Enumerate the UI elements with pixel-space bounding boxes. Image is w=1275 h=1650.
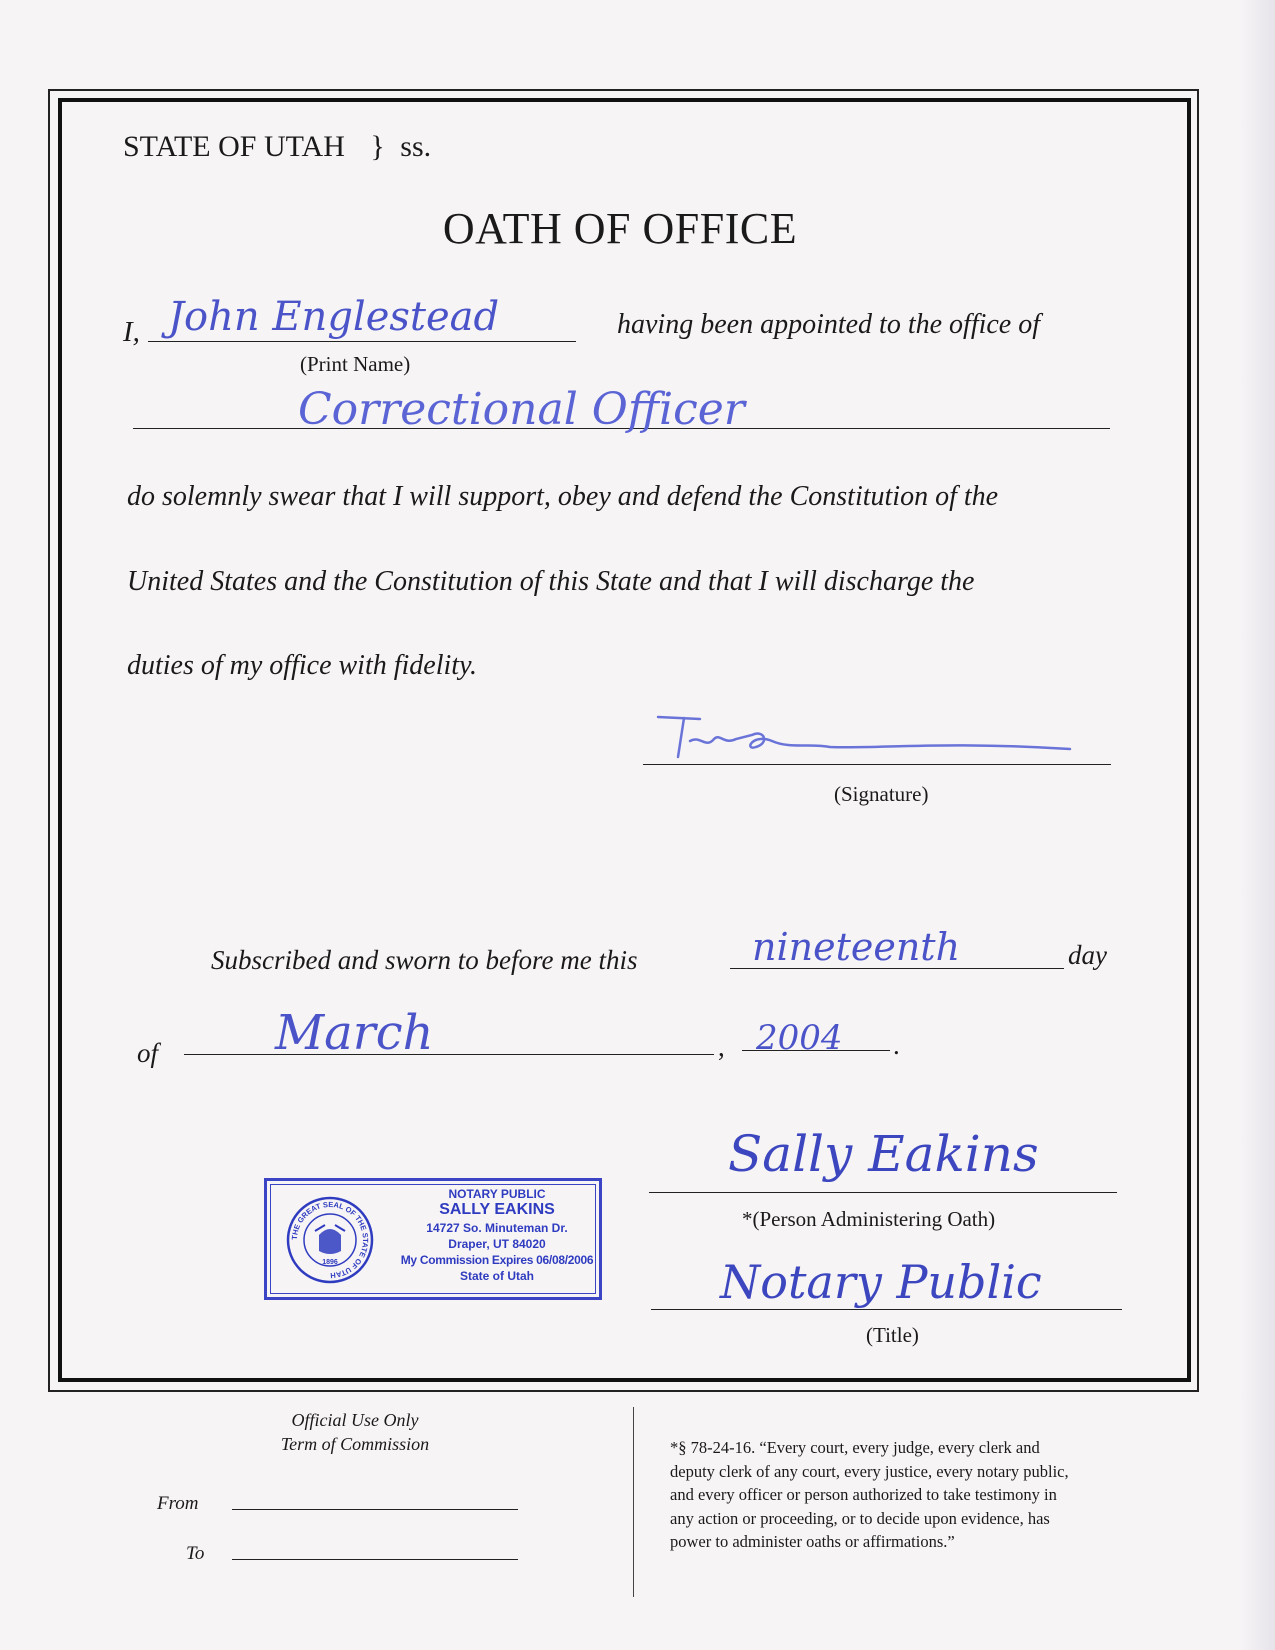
stamp-line-3: 14727 So. Minuteman Dr. [426,1221,568,1235]
seal-year: 1896 [322,1259,338,1266]
statute-footnote: *§ 78-24-16. “Every court, every judge, every clerk and deputy clerk of any court, every justice, every notary public, and every officer or person authorized to take testimony in any action or proceeding, or to decide upon evidence, has power to administer oaths or affirmations.” [670,1438,1069,1551]
day-word: day [1068,940,1107,970]
footer-divider [633,1407,634,1597]
seal-ring-text: THE GREAT SEAL OF THE STATE OF UTAH [289,1199,371,1281]
office-handwritten: Correctional Officer [298,384,745,435]
month-line [184,1054,714,1055]
state-heading [123,130,431,164]
title-label: (Title) [866,1323,919,1347]
sworn-prefix: Subscribed and sworn to before me this [211,945,638,975]
day-handwritten: nineteenth [752,925,961,969]
print-name-line [148,341,576,342]
administrator-label: *(Person Administering Oath) [742,1207,996,1231]
stamp-line-4: Draper, UT 84020 [448,1237,546,1251]
oath-line-1: do solemnly swear that I will support, obey and defend the Constitution of the [127,481,999,512]
state-name: STATE OF UTAH [123,130,345,163]
oath-signature-scribble [640,705,1100,765]
brace-glyph: } [370,130,385,163]
page-edge-shadow [1240,0,1275,1650]
to-label: To [186,1543,205,1564]
from-line [232,1509,518,1510]
oath-line-2: United States and the Constitution of this State and that I will discharge the [127,566,975,597]
official-use-heading: Official Use Only [291,1410,419,1430]
term-of-commission-heading: Term of Commission [280,1434,430,1454]
to-line [232,1559,518,1560]
title-handwritten: Notary Public [720,1255,1042,1309]
ss-abbrev: ss. [400,130,432,163]
period: . [893,1030,900,1060]
stamp-line-5: My Commission Expires 06/08/2006 [400,1253,594,1267]
signature-label: (Signature) [834,782,929,806]
intro-prefix: I, [123,316,140,348]
from-label: From [157,1493,199,1514]
oath-line-3: duties of my office with fidelity. [127,650,477,681]
intro-phrase: having been appointed to the office of [617,309,1041,340]
comma: , [718,1032,725,1062]
month-handwritten: March [275,1005,434,1061]
administrator-signature-handwritten: Sally Eakins [728,1125,1039,1183]
state-seal-icon [285,1195,375,1285]
year-handwritten: 2004 [756,1018,843,1058]
stamp-line-1: NOTARY PUBLIC [448,1187,546,1201]
page-title: OATH OF OFFICE [442,204,798,253]
print-name-label: (Print Name) [300,352,411,376]
signature-line [643,764,1111,765]
title-line [651,1309,1122,1310]
stamp-line-2: SALLY EAKINS [439,1201,555,1218]
stamp-line-6: State of Utah [459,1269,534,1283]
print-name-handwritten: John Englestead [168,294,500,340]
administrator-line [649,1192,1117,1193]
of-word: of [137,1038,159,1068]
